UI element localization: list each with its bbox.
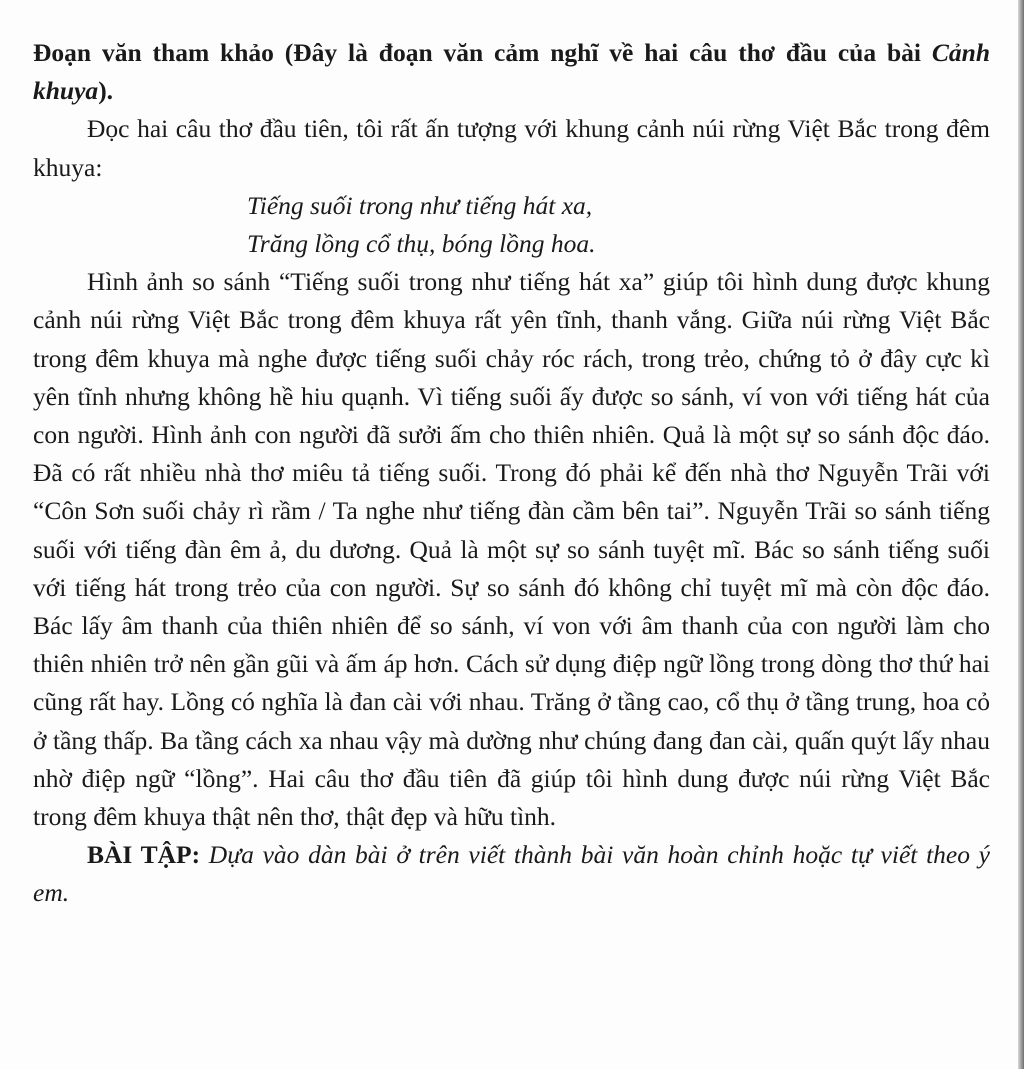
poem-line-1: Tiếng suối trong như tiếng hát xa, [247, 190, 593, 220]
exercise-paragraph [33, 836, 990, 912]
intro-paragraph: Đọc hai câu thơ đầu tiên, tôi rất ấn tượng với khung cảnh núi rừng Việt Bắc trong đêm khuya: [33, 114, 990, 182]
document-heading [33, 34, 990, 110]
poem-block [33, 187, 990, 263]
exercise-text: Dựa vào dàn bài ở trên viết thành bài văn hoàn chỉnh hoặc tự viết theo ý em. [33, 840, 990, 908]
heading-closing: ). [98, 76, 114, 106]
exercise-label: BÀI TẬP: [87, 840, 201, 870]
heading-text: Đoạn văn tham khảo (Đây là đoạn văn cảm nghĩ về hai câu thơ đầu của bài [33, 38, 932, 67]
poem-title: Cảnh khuya [33, 38, 990, 106]
page-edge-shadow [1018, 0, 1024, 1069]
poem-line-2: Trăng lồng cổ thụ, bóng lồng hoa. [247, 229, 596, 259]
body-paragraph: Hình ảnh so sánh “Tiếng suối trong như tiếng hát xa” giúp tôi hình dung được khung cảnh núi rừng Việt Bắc trong đêm khuya rất yên tĩnh, thanh vắng. Giữa núi rừng Việt Bắc trong đêm khuya mà nghe được tiếng suối chảy róc rách, trong trẻo, chứng tỏ ở đây cực kì yên tĩnh nhưng không hề hiu quạnh. Vì tiếng suối ấy được so sánh, ví von với tiếng hát của con người. Hình ảnh con người đã sưởi ấm cho thiên nhiên. Quả là một sự so sánh độc đáo. Đã có rất nhiều nhà thơ miêu tả tiếng suối. Trong đó phải kể đến nhà thơ Nguyễn Trãi với “Côn Sơn suối chảy rì rầm / Ta nghe như tiếng đàn cầm bên tai”. Nguyễn Trãi so sánh tiếng suối với tiếng đàn êm ả, du dương. Quả là một sự so sánh tuyệt mĩ. Bác so sánh tiếng suối với tiếng hát trong trẻo của con người. Sự so sánh đó không chỉ tuyệt mĩ mà còn độc đáo. Bác lấy âm thanh của thiên nhiên để so sánh, ví von với âm thanh của con người làm cho thiên nhiên trở nên gần gũi và ấm áp hơn. Cách sử dụng điệp ngữ lồng trong dòng thơ thứ hai cũng rất hay. Lồng có nghĩa là đan cài với nhau. Trăng ở tầng cao, cổ thụ ở tầng trung, hoa cỏ ở tầng thấp. Ba tầng cách xa nhau vậy mà dường như chúng đang đan cài, quấn quýt lấy nhau nhờ điệp ngữ “lồng”. Hai câu thơ đầu tiên đã giúp tôi hình dung được núi rừng Việt Bắc trong đêm khuya thật nên thơ, thật đẹp và hữu tình. [33, 267, 990, 832]
